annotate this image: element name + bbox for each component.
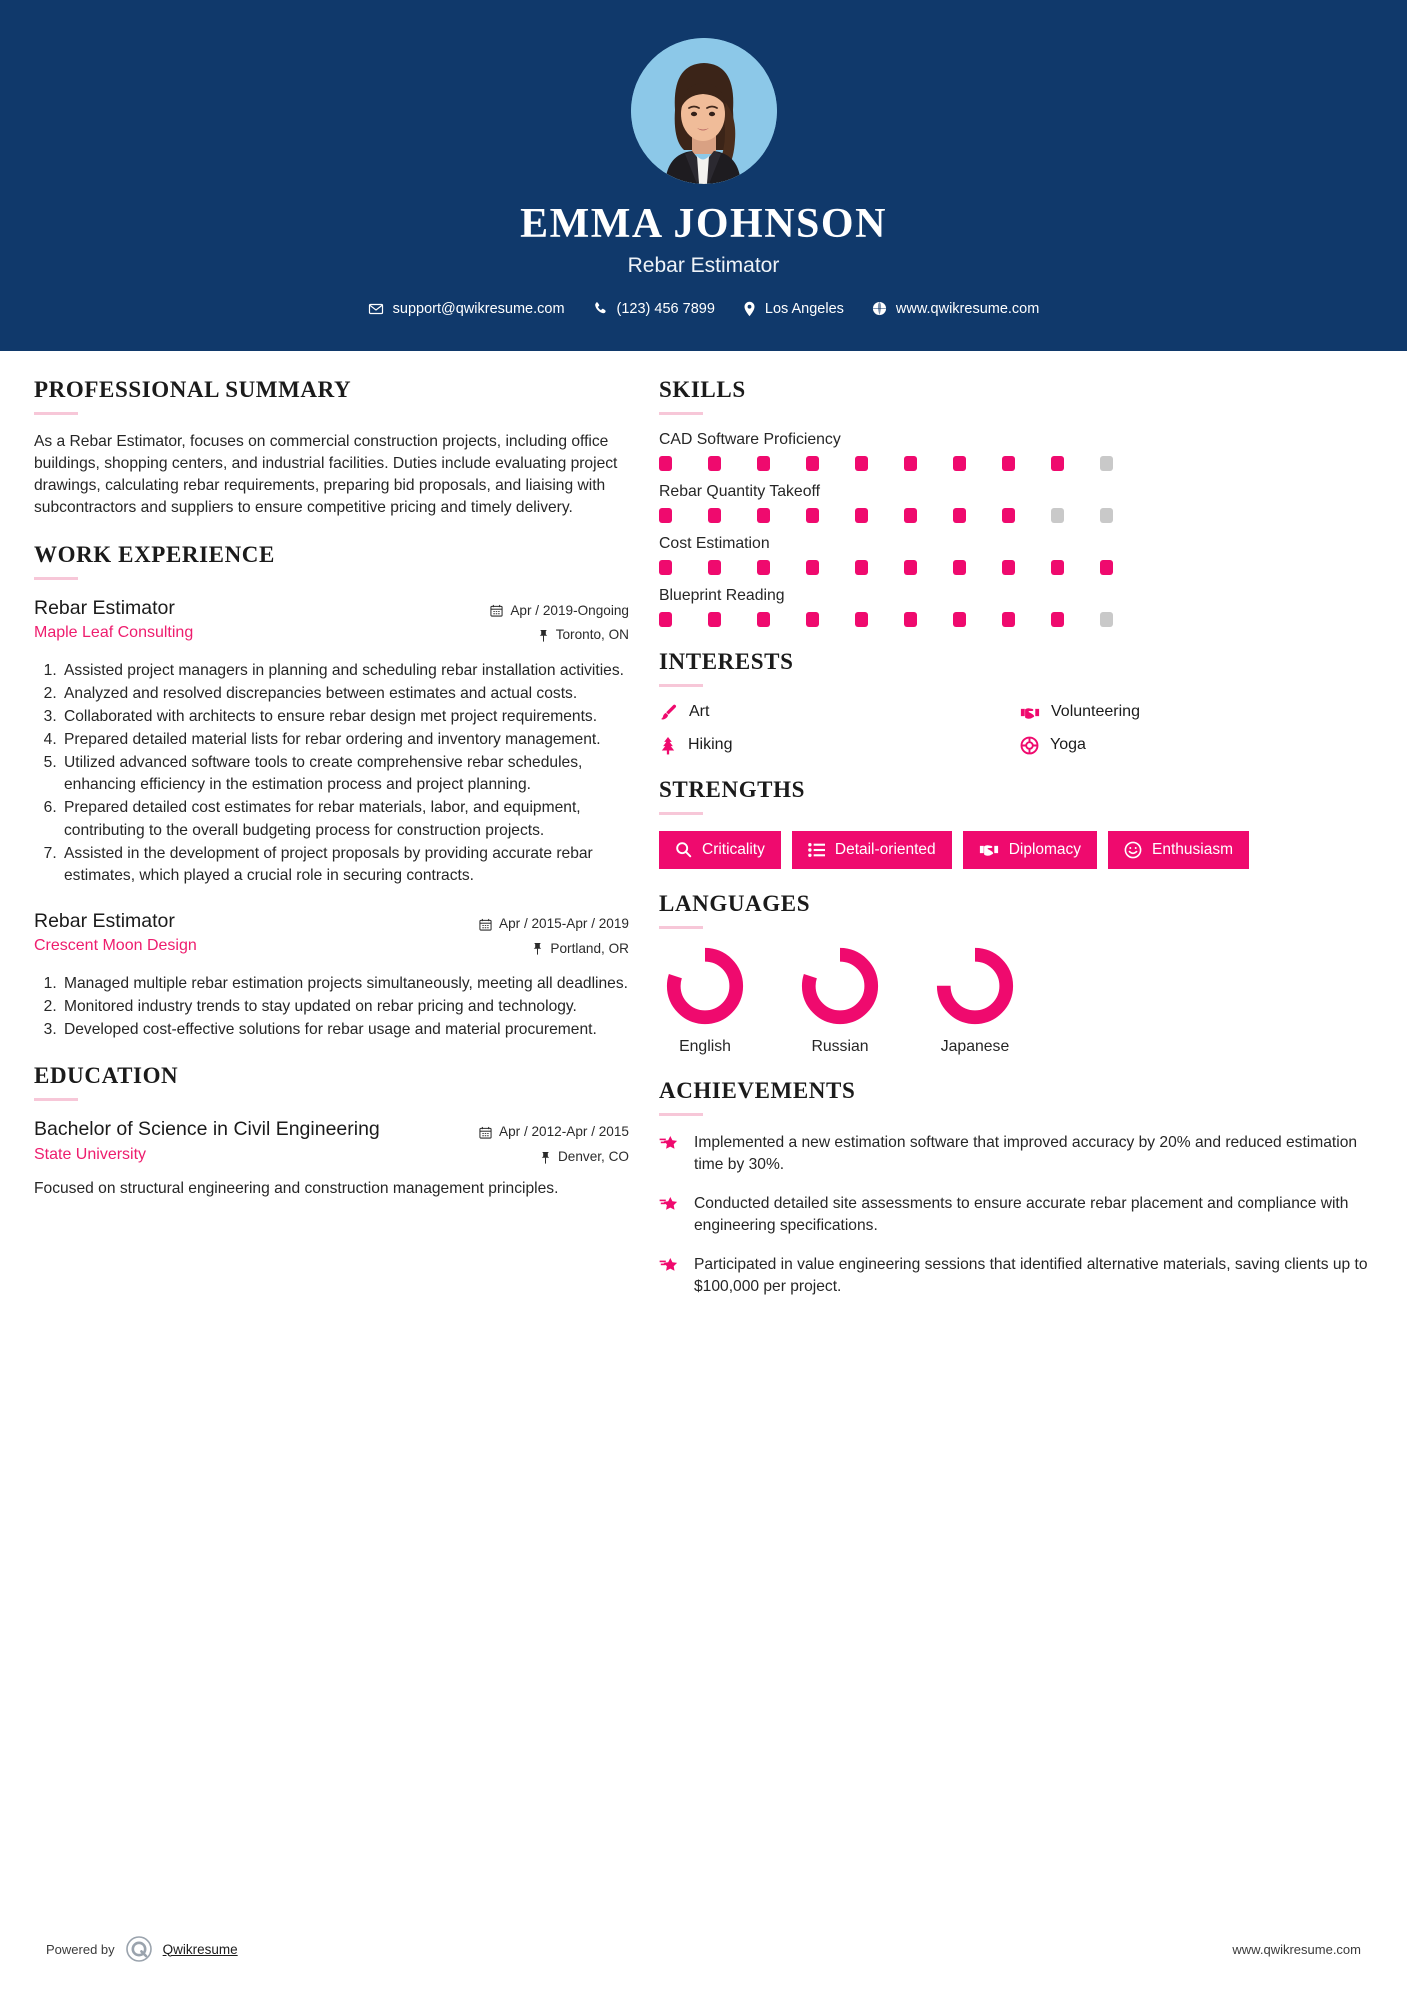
language-item-japanese (929, 945, 1021, 1056)
skill-label: Cost Estimation (659, 534, 770, 552)
skill-dot-filled (659, 456, 672, 471)
tree-icon (659, 736, 677, 755)
section-languages (659, 891, 1373, 1056)
resume-header (0, 0, 1407, 351)
experience-header (34, 596, 629, 648)
skill-dot-filled (855, 456, 868, 471)
skill-dot-filled (1002, 508, 1015, 523)
language-item-russian (794, 945, 886, 1056)
skill-dot-filled (659, 560, 672, 575)
skill-dot-filled (1002, 612, 1015, 627)
bullet-item: 4. Prepared detailed material lists for rebar ordering and inventory management. (61, 729, 629, 751)
avatar (631, 38, 777, 184)
skill-dot-filled (1051, 560, 1064, 575)
heading-underline (659, 926, 703, 929)
education-dates: Apr / 2012-Apr / 2015 (499, 1124, 629, 1140)
resume-body (0, 351, 1407, 1321)
summary-text: As a Rebar Estimator, focuses on commercial construction projects, including office buildings, shopping centers, and industrial facilities. Duties include evaluating project drawings, calculating rebar requirements, preparing bid proposals, and liaising with subcontractors and suppliers to ensure competitive pricing and timely delivery. (34, 432, 618, 517)
skill-rating (659, 560, 1373, 575)
language-label: Japanese (940, 1037, 1010, 1055)
language-ring (934, 945, 1016, 1027)
strength-list (659, 831, 1373, 869)
interest-label: Art (689, 703, 710, 721)
heading-underline (659, 812, 703, 815)
bullet-item: 5. Utilized advanced software tools to create comprehensive rebar schedules, enhancing efficiency in the estimation process and project planning. (61, 752, 629, 796)
pin-icon (532, 942, 543, 955)
smiley-icon (1124, 841, 1142, 859)
achievement-text: Participated in value engineering sessions that identified alternative materials, saving clients up to $100,000 per project. (694, 1256, 1368, 1296)
contact-phone-text: (123) 456 7899 (616, 300, 715, 317)
experience-entry (34, 909, 629, 1041)
footer-powered-by (46, 1936, 238, 1962)
education-description: Focused on structural engineering and construction management principles. (34, 1180, 559, 1198)
skill-dot-filled (708, 456, 721, 471)
interest-label: Yoga (1050, 736, 1086, 754)
skill-dot-filled (1002, 560, 1015, 575)
experience-dates: Apr / 2015-Apr / 2019 (499, 916, 629, 932)
skill-dot-filled (904, 508, 917, 523)
language-ring (799, 945, 881, 1027)
education-dates-line (479, 1120, 629, 1144)
list-icon (808, 842, 825, 858)
section-heading-summary: PROFESSIONAL SUMMARY (34, 376, 352, 402)
skill-dot-filled (708, 560, 721, 575)
footer-brand-name[interactable]: Qwikresume (162, 1941, 238, 1957)
footer-website[interactable]: www.qwikresume.com (1232, 1941, 1361, 1957)
skill-dot-filled (855, 508, 868, 523)
strength-chip-detail-oriented (792, 831, 952, 869)
education-meta (479, 1117, 629, 1169)
section-strengths (659, 777, 1373, 869)
strength-label: Detail-oriented (834, 840, 936, 858)
skill-dot-filled (1100, 560, 1113, 575)
handshake-icon (1020, 703, 1040, 722)
envelope-icon (368, 301, 384, 317)
star-badge-icon (659, 1132, 681, 1155)
section-achievements (659, 1078, 1373, 1299)
page-footer (0, 1936, 1407, 1962)
experience-location-line (479, 937, 629, 961)
contact-phone[interactable] (579, 301, 729, 317)
interest-grid (659, 703, 1373, 755)
experience-dates-line (479, 912, 629, 936)
achievement-item (659, 1254, 1373, 1298)
interest-item-art (659, 703, 1012, 722)
skill-dot-filled (855, 560, 868, 575)
section-heading-strengths: STRENGTHS (659, 776, 806, 802)
handshake-icon (979, 841, 999, 858)
section-heading-experience: WORK EXPERIENCE (34, 541, 275, 567)
phone-icon (593, 301, 608, 316)
skill-dot-empty (1051, 508, 1064, 523)
heading-underline (659, 684, 703, 687)
skill-dot-filled (757, 560, 770, 575)
skill-dot-filled (757, 508, 770, 523)
pin-icon (538, 629, 549, 642)
contact-location (729, 301, 858, 317)
heading-underline (34, 412, 78, 415)
education-location: Denver, CO (557, 1148, 629, 1164)
experience-meta (479, 909, 629, 961)
skill-label: CAD Software Proficiency (659, 430, 841, 448)
skill-item (659, 483, 1373, 523)
skill-label: Rebar Quantity Takeoff (659, 482, 820, 500)
globe-icon (872, 301, 887, 316)
star-badge-icon (659, 1254, 681, 1277)
skill-dot-filled (708, 612, 721, 627)
lifebuoy-icon (1020, 736, 1039, 755)
experience-bullets (34, 660, 629, 887)
bullet-item: 3. Developed cost-effective solutions for rebar usage and material procurement. (61, 1019, 629, 1041)
skill-dot-filled (953, 612, 966, 627)
section-work-experience (34, 542, 629, 1042)
bullet-item: 1. Assisted project managers in planning and scheduling rebar installation activities. (61, 660, 629, 682)
skill-item (659, 587, 1373, 627)
skill-dot-filled (708, 508, 721, 523)
language-ring (664, 945, 746, 1027)
skill-dot-filled (659, 612, 672, 627)
education-entry (34, 1117, 629, 1200)
language-list (659, 945, 1373, 1056)
skill-dot-filled (806, 508, 819, 523)
contact-email-text: support@qwikresume.com (392, 300, 565, 317)
bullet-item: 2. Analyzed and resolved discrepancies between estimates and actual costs. (61, 683, 629, 705)
skill-dot-filled (904, 456, 917, 471)
experience-entry (34, 596, 629, 887)
right-column (659, 377, 1373, 1321)
bullet-item: 7. Assisted in the development of project proposals by providing accurate rebar estimates, which played a crucial role in securing contracts. (61, 843, 629, 887)
skill-dot-filled (953, 560, 966, 575)
experience-location-line (490, 623, 629, 647)
skill-dot-filled (806, 612, 819, 627)
search-icon (675, 841, 692, 858)
experience-dates: Apr / 2019-Ongoing (510, 602, 629, 618)
skill-item (659, 431, 1373, 471)
section-heading-skills: SKILLS (659, 376, 746, 402)
interest-item-volunteering (1020, 703, 1373, 722)
skill-rating (659, 508, 1373, 523)
strength-label: Enthusiasm (1152, 840, 1234, 858)
section-professional-summary (34, 377, 629, 520)
bullet-item: 6. Prepared detailed cost estimates for rebar materials, labor, and equipment, contributing to the overall budgeting process for construction projects. (61, 797, 629, 841)
achievement-text: Conducted detailed site assessments to ensure accurate rebar placement and compliance with engineering specifications. (694, 1194, 1349, 1234)
calendar-icon (479, 1126, 492, 1139)
strength-chip-enthusiasm (1108, 831, 1249, 869)
contact-website-text: www.qwikresume.com (895, 300, 1040, 317)
skill-dot-filled (855, 612, 868, 627)
section-heading-education: EDUCATION (34, 1063, 179, 1089)
contact-row (0, 301, 1407, 317)
skill-dot-filled (1051, 456, 1064, 471)
skill-dot-empty (1100, 456, 1113, 471)
skill-dot-empty (1100, 508, 1113, 523)
calendar-icon (490, 604, 503, 617)
heading-underline (34, 1098, 78, 1101)
education-title-block (34, 1117, 479, 1163)
education-school: State University (34, 1145, 147, 1163)
section-skills (659, 377, 1373, 627)
interest-label: Volunteering (1051, 703, 1140, 721)
interest-item-hiking (659, 736, 1012, 755)
section-interests (659, 649, 1373, 755)
experience-role: Rebar Estimator (34, 910, 175, 933)
skill-dot-filled (953, 508, 966, 523)
experience-title-block (34, 596, 490, 642)
section-heading-interests: INTERESTS (659, 648, 794, 674)
achievement-item (659, 1132, 1373, 1176)
skill-dot-filled (806, 560, 819, 575)
avatar-photo (631, 38, 777, 184)
left-column (34, 377, 629, 1223)
section-education (34, 1063, 629, 1200)
bullet-item: 3. Collaborated with architects to ensure rebar design met project requirements. (61, 706, 629, 728)
heading-underline (659, 412, 703, 415)
bullet-item: 1. Managed multiple rebar estimation projects simultaneously, meeting all deadlines. (61, 973, 629, 995)
skill-dot-filled (904, 612, 917, 627)
experience-company: Crescent Moon Design (34, 937, 197, 955)
candidate-name: EMMA JOHNSON (520, 201, 887, 247)
skill-dot-filled (757, 612, 770, 627)
star-badge-icon (659, 1193, 681, 1216)
language-label: English (679, 1037, 731, 1055)
strength-label: Criticality (702, 840, 765, 858)
section-heading-languages: LANGUAGES (659, 890, 811, 916)
calendar-icon (479, 918, 492, 931)
strength-label: Diplomacy (1008, 840, 1082, 858)
contact-website[interactable] (858, 301, 1053, 317)
skill-rating (659, 612, 1373, 627)
skill-dot-filled (953, 456, 966, 471)
heading-underline (659, 1113, 703, 1116)
contact-email[interactable] (354, 301, 579, 317)
skill-dot-filled (1002, 456, 1015, 471)
education-degree: Bachelor of Science in Civil Engineering (34, 1118, 380, 1141)
pin-icon (540, 1151, 551, 1164)
skill-dot-filled (659, 508, 672, 523)
skill-item (659, 535, 1373, 575)
experience-role: Rebar Estimator (34, 596, 175, 619)
skill-dot-filled (1051, 612, 1064, 627)
bullet-item: 2. Monitored industry trends to stay updated on rebar pricing and technology. (61, 996, 629, 1018)
strength-chip-criticality (659, 831, 781, 869)
experience-header (34, 909, 629, 961)
experience-company: Maple Leaf Consulting (34, 624, 194, 642)
experience-meta (490, 596, 629, 648)
section-heading-achievements: ACHIEVEMENTS (659, 1077, 856, 1103)
language-item-english (659, 945, 751, 1056)
achievement-text: Implemented a new estimation software that improved accuracy by 20% and reduced estimation time by 30%. (694, 1133, 1358, 1173)
interest-item-yoga (1020, 736, 1373, 755)
achievement-item (659, 1193, 1373, 1237)
experience-title-block (34, 909, 479, 955)
skill-rating (659, 456, 1373, 471)
skill-dot-filled (904, 560, 917, 575)
experience-location: Portland, OR (550, 940, 629, 956)
interest-label: Hiking (688, 736, 733, 754)
skill-dot-filled (757, 456, 770, 471)
experience-location: Toronto, ON (555, 627, 629, 643)
heading-underline (34, 577, 78, 580)
education-location-line (479, 1145, 629, 1169)
candidate-title: Rebar Estimator (627, 253, 780, 277)
map-pin-icon (743, 301, 756, 317)
strength-chip-diplomacy (963, 831, 1097, 869)
skill-label: Blueprint Reading (659, 586, 785, 604)
experience-bullets (34, 973, 629, 1041)
paintbrush-icon (659, 703, 678, 722)
contact-location-text: Los Angeles (764, 300, 844, 317)
skill-dot-filled (806, 456, 819, 471)
qwikresume-logo-icon (126, 1936, 152, 1962)
footer-powered-label: Powered by (46, 1941, 115, 1957)
experience-dates-line (490, 599, 629, 623)
education-header (34, 1117, 629, 1169)
skill-dot-empty (1100, 612, 1113, 627)
language-label: Russian (811, 1037, 869, 1055)
